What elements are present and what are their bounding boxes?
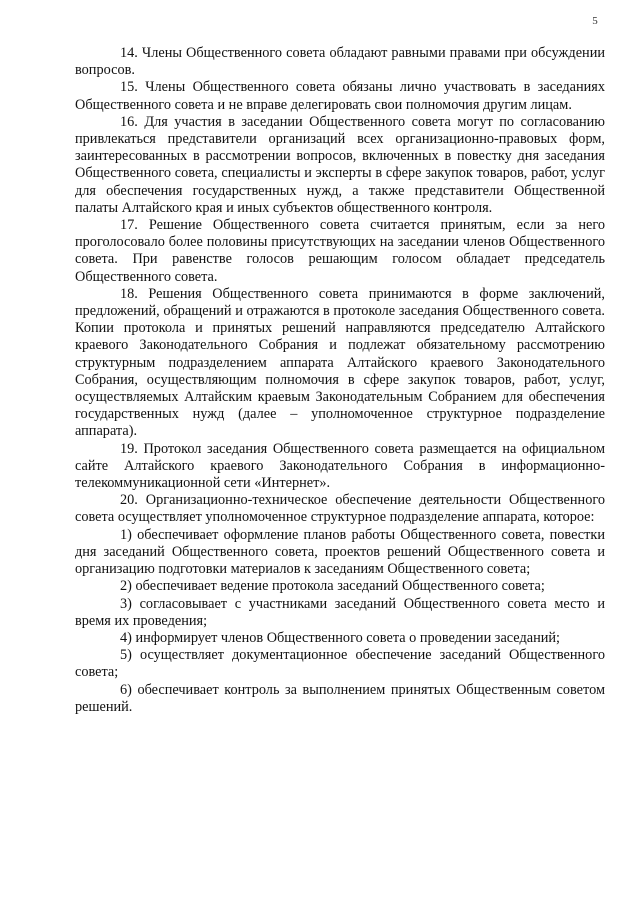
paragraph-19: 19. Протокол заседания Общественного совета размещается на официальном сайте Алтайского краевого Законодательного Собрания в информационно-телекоммуникационной сети «Интернет». (75, 440, 605, 492)
list-item-6: 6) обеспечивает контроль за выполнением принятых Общественным советом решений. (75, 681, 605, 715)
paragraph-15: 15. Члены Общественного совета обязаны лично участвовать в заседаниях Общественного совета и не вправе делегировать свои полномочия другим лицам. (75, 79, 605, 113)
list-item-3: 3) согласовывает с участниками заседаний Общественного совета место и время их проведения; (75, 595, 605, 629)
paragraph-18: 18. Решения Общественного совета принимаются в форме заключений, предложений, обращений и отражаются в протоколе заседания Общественного совета. Копии протокола и принятых решений направляются председателю Алтайского краевого Законодательного Собрания и подлежат обязательному рассмотрению структурным подразделением аппарата Алтайского краевого Законодательного Собрания, осуществляющим полномочия в сфере закупок товаров, работ, услуг, осуществляемых Алтайским краевым Законодательным Собранием для обеспечения государственных нужд (далее – уполномоченное структурное подразделение аппарата). (75, 285, 605, 440)
list-item-2: 2) обеспечивает ведение протокола заседаний Общественного совета; (120, 578, 545, 595)
list-item-4: 4) информирует членов Общественного совета о проведении заседаний; (120, 629, 561, 646)
document-body (75, 45, 605, 716)
page-number: 5 (592, 15, 598, 27)
paragraph-17: 17. Решение Общественного совета считается принятым, если за него проголосовало более половины присутствующих на заседании членов Общественного совета. При равенстве голосов решающим голосом обладает председатель Общественного совета. (75, 217, 605, 285)
paragraph-14: 14. Члены Общественного совета обладают равными правами при обсуждении вопросов. (75, 45, 605, 79)
list-item-5: 5) осуществляет документационное обеспечение заседаний Общественного совета; (75, 647, 605, 681)
paragraph-20: 20. Организационно-техническое обеспечение деятельности Общественного совета осуществляет уполномоченное структурное подразделение аппарата, которое: (75, 492, 605, 526)
list-item-1: 1) обеспечивает оформление планов работы Общественного совета, повестки дня заседаний Общественного совета, проектов решений Общественного совета и организацию подготовки материалов к заседаниям Общественного совета; (75, 526, 605, 578)
paragraph-16: 16. Для участия в заседании Общественного совета могут по согласованию привлекаться представители организаций всех организационно-правовых форм, заинтересованных в рассмотрении вопросов, включенных в повестку дня заседания Общественного совета, специалисты и эксперты в сфере закупок товаров, работ, услуг для обеспечения государственных нужд, а также представители Общественной палаты Алтайского края и иных субъектов общественного контроля. (75, 113, 605, 216)
